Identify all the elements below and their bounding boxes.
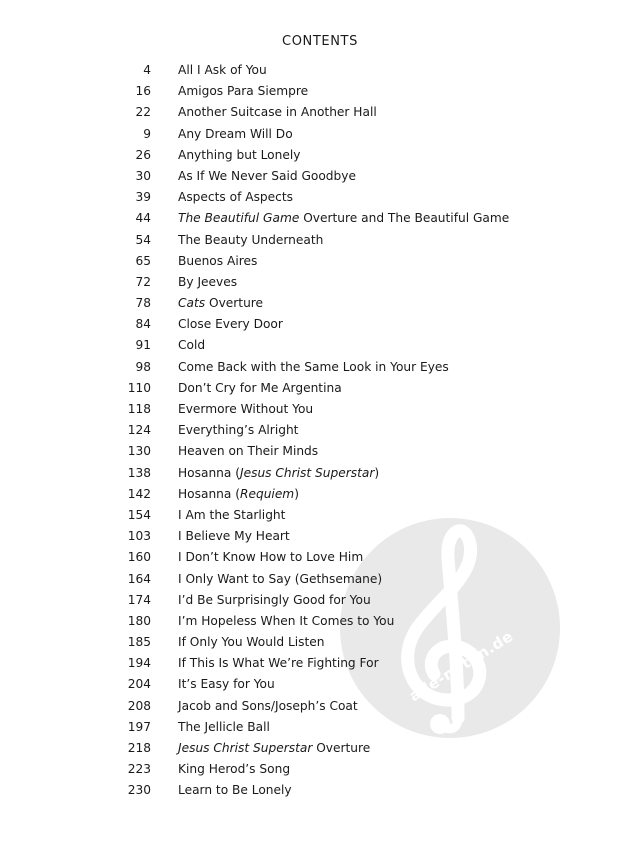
list-item xyxy=(0,632,640,653)
song-title-part: King Herod’s Song xyxy=(178,762,291,777)
song-title xyxy=(178,653,379,674)
page-number: 130 xyxy=(127,444,151,459)
song-title-part: The Beauty Underneath xyxy=(178,232,324,247)
page-number: 142 xyxy=(127,486,151,501)
list-item xyxy=(0,60,640,81)
list-item xyxy=(0,526,640,547)
song-title-part: Buenos Aires xyxy=(178,253,258,268)
list-item xyxy=(0,81,640,102)
song-title xyxy=(178,526,290,547)
list-item xyxy=(0,590,640,611)
list-item xyxy=(0,653,640,674)
page-number: 197 xyxy=(127,719,151,734)
song-title xyxy=(178,102,377,123)
song-title-part: Don’t Cry for Me Argentina xyxy=(178,380,342,395)
list-item xyxy=(0,335,640,356)
song-title-part: Another Suitcase in Another Hall xyxy=(178,105,377,120)
song-title-italic-part: The Beautiful Game xyxy=(178,211,300,226)
list-item xyxy=(0,569,640,590)
page-number: 164 xyxy=(127,571,151,586)
list-item xyxy=(0,505,640,526)
page-number: 230 xyxy=(127,783,151,798)
song-title-part: If Only You Would Listen xyxy=(178,635,325,650)
list-item xyxy=(0,314,640,335)
page-number: 174 xyxy=(127,592,151,607)
list-item xyxy=(0,484,640,505)
song-title-part: ) xyxy=(294,486,299,501)
list-item xyxy=(0,187,640,208)
page-number: 103 xyxy=(127,529,151,544)
song-title-part: By Jeeves xyxy=(178,274,238,289)
page-number: 44 xyxy=(135,211,151,226)
song-title-part: Overture and The Beautiful Game xyxy=(299,211,510,226)
song-title-part: ) xyxy=(374,465,380,480)
song-title xyxy=(178,208,509,229)
page-number: 54 xyxy=(135,232,151,247)
song-title-part: Overture xyxy=(205,296,264,311)
song-title xyxy=(178,547,363,568)
song-title-italic-part: Jesus Christ Superstar xyxy=(178,741,313,755)
song-title-part: I’d Be Surprisingly Good for You xyxy=(178,592,371,607)
song-title-part: I Am the Starlight xyxy=(178,507,286,522)
list-item xyxy=(0,611,640,632)
list-item xyxy=(0,145,640,166)
song-title-part: As If We Never Said Goodbye xyxy=(178,168,356,183)
song-title-italic-part: Jesus Christ Superstar xyxy=(240,465,375,480)
list-item xyxy=(0,717,640,738)
list-item xyxy=(0,547,640,568)
page-number: 160 xyxy=(127,550,151,565)
list-item xyxy=(0,674,640,695)
song-title-part: Overture xyxy=(312,741,371,755)
list-item xyxy=(0,357,640,378)
page-number: 218 xyxy=(127,741,151,755)
page-number: 72 xyxy=(135,274,151,289)
list-item xyxy=(0,102,640,123)
song-title-part: Evermore Without You xyxy=(178,402,314,416)
list-item xyxy=(0,463,640,484)
page-number: 16 xyxy=(135,84,151,99)
song-title-part: It’s Easy for You xyxy=(178,677,275,692)
page-number: 118 xyxy=(127,402,151,416)
song-title xyxy=(178,632,324,653)
page-number: 194 xyxy=(127,656,151,671)
song-title xyxy=(178,145,300,166)
list-item xyxy=(0,738,640,759)
song-title xyxy=(178,590,371,611)
list-item xyxy=(0,759,640,780)
list-item xyxy=(0,780,640,801)
page-number: 39 xyxy=(135,190,151,205)
page-number: 9 xyxy=(143,126,151,141)
page-number: 26 xyxy=(135,147,151,162)
list-item xyxy=(0,420,640,441)
song-title xyxy=(178,187,293,208)
song-title xyxy=(178,60,267,81)
page-number: 84 xyxy=(135,317,151,332)
page-number: 124 xyxy=(127,423,151,438)
song-title-part: Learn to Be Lonely xyxy=(178,783,292,798)
page-title: CONTENTS xyxy=(282,34,358,49)
list-item xyxy=(0,208,640,229)
song-title-part: Everything’s Alright xyxy=(178,423,299,438)
song-title-part: Close Every Door xyxy=(178,317,283,332)
song-title-part: Anything but Lonely xyxy=(178,147,301,162)
song-title-part: Amigos Para Siempre xyxy=(178,84,309,99)
song-title-part: Any Dream Will Do xyxy=(178,126,293,141)
page-number: 138 xyxy=(127,465,151,480)
page-number: 154 xyxy=(127,507,151,522)
song-title xyxy=(178,569,382,590)
page-number: 22 xyxy=(135,105,151,120)
song-title xyxy=(178,166,356,187)
song-title-part: The Jellicle Ball xyxy=(178,719,270,734)
song-title-part: I Don’t Know How to Love Him xyxy=(178,550,364,565)
song-title-italic-part: Cats xyxy=(178,296,206,311)
page-number: 98 xyxy=(135,359,151,374)
list-item xyxy=(0,399,640,420)
page-number: 65 xyxy=(135,253,151,268)
list-item xyxy=(0,378,640,399)
page-number: 91 xyxy=(135,338,151,353)
song-title xyxy=(178,441,318,462)
list-item xyxy=(0,441,640,462)
song-title xyxy=(178,399,313,420)
song-title-part: Hosanna ( xyxy=(178,486,240,501)
song-title xyxy=(178,81,308,102)
song-title-part: Hosanna ( xyxy=(178,465,240,480)
song-title-part: Aspects of Aspects xyxy=(178,190,293,205)
list-item xyxy=(0,251,640,272)
list-item xyxy=(0,124,640,145)
watermark-text: alle-noten.de xyxy=(406,626,517,706)
song-title xyxy=(178,272,237,293)
song-title-part: Heaven on Their Minds xyxy=(178,444,319,459)
song-title xyxy=(178,251,257,272)
list-item xyxy=(0,272,640,293)
page-number: 180 xyxy=(127,613,151,628)
page-number: 110 xyxy=(127,380,151,395)
song-title-part: If This Is What We’re Fighting For xyxy=(178,656,379,671)
song-title-part: Come Back with the Same Look in Your Eyes xyxy=(178,359,449,374)
song-title xyxy=(178,674,275,695)
song-title-part: Jacob and Sons/Joseph’s Coat xyxy=(178,698,358,713)
song-title xyxy=(178,484,299,505)
song-title-part: All I Ask of You xyxy=(178,63,267,77)
song-title-part: I’m Hopeless When It Comes to You xyxy=(178,613,395,628)
song-title xyxy=(178,611,394,632)
song-title-italic-part: Requiem xyxy=(240,486,295,501)
page-number: 204 xyxy=(127,677,151,692)
list-item xyxy=(0,293,640,314)
song-title xyxy=(178,420,298,441)
page-number: 208 xyxy=(127,698,151,713)
song-title xyxy=(178,738,370,759)
song-title xyxy=(178,230,323,251)
page-number: 78 xyxy=(135,296,151,311)
song-title xyxy=(178,780,292,801)
page-number: 185 xyxy=(127,635,151,650)
contents-list xyxy=(0,60,640,802)
song-title xyxy=(178,335,205,356)
song-title xyxy=(178,357,449,378)
song-title-part: Cold xyxy=(178,338,206,353)
page-number: 223 xyxy=(127,762,151,777)
song-title xyxy=(178,124,293,145)
song-title xyxy=(178,378,342,399)
song-title-part: I Only Want to Say (Gethsemane) xyxy=(178,571,383,586)
song-title xyxy=(178,717,270,738)
song-title xyxy=(178,505,285,526)
song-title xyxy=(178,759,290,780)
song-title xyxy=(178,696,358,717)
page-number: 30 xyxy=(135,168,151,183)
list-item xyxy=(0,696,640,717)
song-title xyxy=(178,293,263,314)
list-item xyxy=(0,166,640,187)
song-title-part: I Believe My Heart xyxy=(178,529,290,544)
song-title xyxy=(178,314,283,335)
page-number: 4 xyxy=(143,63,151,77)
list-item xyxy=(0,230,640,251)
song-title xyxy=(178,463,379,484)
